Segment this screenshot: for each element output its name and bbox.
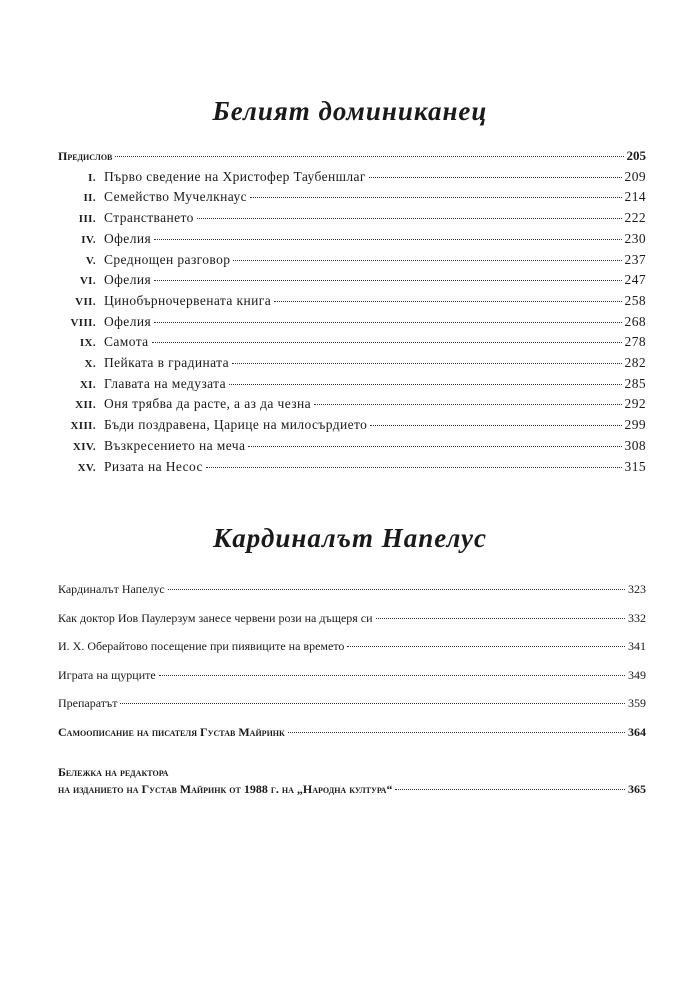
entry-label: Офелия [104, 230, 152, 246]
chapter-entry[interactable] [58, 293, 646, 309]
entry-page-number: 365 [628, 782, 646, 796]
entry-page-number: 237 [624, 251, 646, 267]
editor-note-entry[interactable] [58, 782, 646, 797]
dot-leader [314, 404, 622, 405]
chapter-entry[interactable] [58, 438, 646, 454]
entry-page-number: 364 [628, 725, 646, 739]
chapter-number: VII. [75, 295, 96, 308]
chapter-entry[interactable] [58, 459, 646, 475]
entry-label: Препаратът [58, 696, 118, 710]
entry-page-number: 205 [626, 148, 646, 163]
chapter-number: IX. [79, 337, 96, 350]
entry-label: Кардиналът Напелус [58, 582, 165, 596]
dot-leader [152, 342, 622, 343]
entry-page-number: 315 [624, 458, 646, 474]
chapter-number: XIII. [70, 420, 96, 433]
entry-label: Първо сведение на Христофер Таубеншлаг [104, 168, 366, 184]
entry-label: Офелия [104, 313, 152, 329]
chapter-number: II. [83, 192, 96, 205]
chapter-number: X. [84, 358, 96, 370]
chapter-number: VIII. [70, 316, 96, 329]
entry-page-number: 258 [624, 292, 646, 308]
entry-label: Среднощен разговор [104, 251, 231, 267]
entry-label: Предислов [58, 149, 113, 163]
entry-page-number: 230 [624, 230, 646, 246]
entry-page-number: 341 [628, 639, 646, 653]
story-entry[interactable] [58, 668, 646, 683]
dot-leader [288, 732, 625, 733]
chapter-entry[interactable] [58, 396, 646, 412]
dot-leader [168, 589, 625, 590]
part2-title: Кардиналът Напелус [213, 523, 487, 553]
dot-leader [370, 425, 621, 426]
chapter-entry[interactable] [58, 169, 646, 185]
chapter-entry[interactable] [58, 252, 646, 268]
chapter-entry[interactable] [58, 376, 646, 392]
story-entry[interactable] [58, 696, 646, 711]
dot-leader [376, 618, 625, 619]
entry-label: Самота [104, 334, 149, 350]
chapter-entry[interactable] [58, 272, 646, 288]
chapter-number: XV. [77, 461, 96, 474]
entry-page-number: 299 [624, 417, 646, 433]
entry-label: Семейство Мучелкнаус [104, 189, 247, 205]
chapter-number: XIV. [72, 440, 96, 453]
entry-label: Пейката в градината [104, 355, 230, 370]
dot-leader [232, 363, 622, 364]
chapter-entry[interactable] [58, 355, 646, 371]
story-entry[interactable] [58, 582, 646, 597]
entry-label: Самоописание на писателя Густав Майринк [58, 725, 285, 739]
entry-page-number: 209 [624, 168, 646, 184]
dot-leader [154, 280, 621, 281]
entry-page-number: 268 [624, 313, 646, 329]
entry-page-number: 323 [628, 582, 646, 596]
entry-label: Странстването [104, 210, 194, 226]
preface-entry[interactable] [58, 148, 646, 164]
entry-label: Главата на медузата [104, 375, 226, 391]
dot-leader [154, 322, 621, 323]
chapter-number: XI. [79, 378, 96, 391]
dot-leader [159, 675, 625, 676]
entry-page-number: 214 [624, 189, 646, 205]
dot-leader [233, 260, 621, 261]
dot-leader [369, 177, 622, 178]
chapter-entry[interactable] [58, 314, 646, 330]
entry-page-number: 285 [624, 375, 646, 391]
story-entry[interactable] [58, 639, 646, 654]
entry-page-number: 359 [628, 696, 646, 710]
entry-label: Как доктор Иов Паулерзум занесе червени рози на дъщеря си [58, 610, 373, 625]
entry-page-number: 308 [624, 437, 646, 453]
entry-label: Офелия [104, 272, 152, 288]
entry-page-number: 282 [624, 355, 646, 370]
entry-label: Бъди поздравена, Царице на милосърдието [104, 417, 368, 433]
self-description-entry[interactable] [58, 725, 646, 740]
dot-leader [248, 446, 621, 447]
story-entry[interactable] [58, 611, 646, 626]
chapter-entry[interactable] [58, 417, 646, 433]
dot-leader [206, 467, 622, 468]
dot-leader [347, 646, 625, 647]
chapter-number: IV. [81, 233, 96, 246]
entry-label: Цинобърночервената книга [104, 292, 272, 308]
dot-leader [154, 239, 621, 240]
entry-page-number: 292 [624, 396, 646, 412]
editor-note-heading: Бележка на редактора [58, 765, 169, 779]
dot-leader [250, 197, 622, 198]
dot-leader [197, 218, 622, 219]
chapter-entry[interactable] [58, 189, 646, 205]
chapter-number: I. [88, 171, 96, 184]
dot-leader [115, 156, 623, 157]
entry-label: на изданието на Густав Майринк от 1988 г. на „Народна култура“ [58, 782, 393, 796]
dot-leader [395, 789, 625, 790]
entry-page-number: 222 [624, 210, 646, 226]
chapter-entry[interactable] [58, 231, 646, 247]
entry-label: Възкресението на меча [104, 437, 246, 453]
chapter-number: V. [85, 254, 96, 267]
entry-page-number: 349 [628, 667, 646, 682]
entry-label: Оня трябва да расте, а аз да чезна [104, 396, 312, 412]
dot-leader [229, 384, 622, 385]
chapter-number: VI. [79, 275, 96, 288]
dot-leader [274, 301, 621, 302]
entry-page-number: 247 [624, 272, 646, 288]
entry-page-number: 332 [628, 610, 646, 625]
entry-page-number: 278 [624, 334, 646, 350]
entry-label: Играта на щурците [58, 667, 156, 682]
entry-label: Ризата на Несос [104, 458, 203, 474]
chapter-number: XII. [75, 399, 96, 412]
chapter-entry[interactable] [58, 210, 646, 226]
dot-leader [120, 703, 625, 704]
entry-label: И. Х. Оберайтово посещение при пиявиците на времето [58, 639, 345, 653]
part1-title: Белият доминиканец [212, 96, 488, 126]
chapter-number: III. [78, 213, 96, 226]
chapter-entry[interactable] [58, 334, 646, 350]
